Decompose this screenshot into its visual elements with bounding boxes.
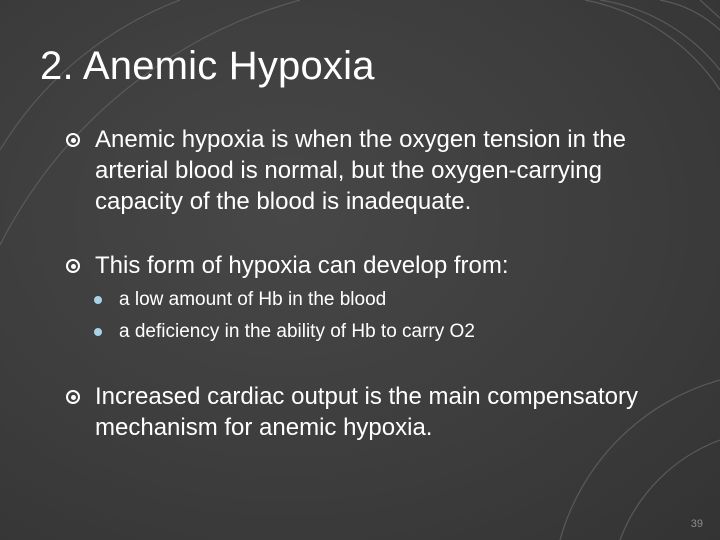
dot-bullet-icon: [94, 328, 102, 336]
circle-bullet-icon: [66, 133, 80, 147]
bullet-list: [66, 124, 666, 476]
slide-title: 2. Anemic Hypoxia: [40, 44, 375, 88]
sub-bullet-item: [94, 284, 666, 316]
dot-bullet-icon: [94, 296, 102, 304]
bullet-item: [66, 381, 666, 443]
bullet-text: Increased cardiac output is the main compensatory mechanism for anemic hypoxia.: [95, 383, 638, 441]
sub-bullet-text: a deficiency in the ability of Hb to carry O2: [119, 321, 475, 342]
bullet-item: [66, 124, 666, 217]
sub-bullet-text: a low amount of Hb in the blood: [119, 289, 387, 310]
bullet-text: Anemic hypoxia is when the oxygen tension in the arterial blood is normal, but the oxygen-carrying capacity of the blood is inadequate.: [95, 126, 626, 215]
slide-number: 39: [690, 518, 703, 530]
bullet-text: This form of hypoxia can develop from:: [95, 252, 509, 279]
circle-bullet-icon: [66, 259, 80, 273]
sub-bullet-list: [94, 284, 666, 348]
sub-bullet-item: [94, 316, 666, 348]
bullet-item: [66, 250, 666, 348]
circle-bullet-icon: [66, 390, 80, 404]
